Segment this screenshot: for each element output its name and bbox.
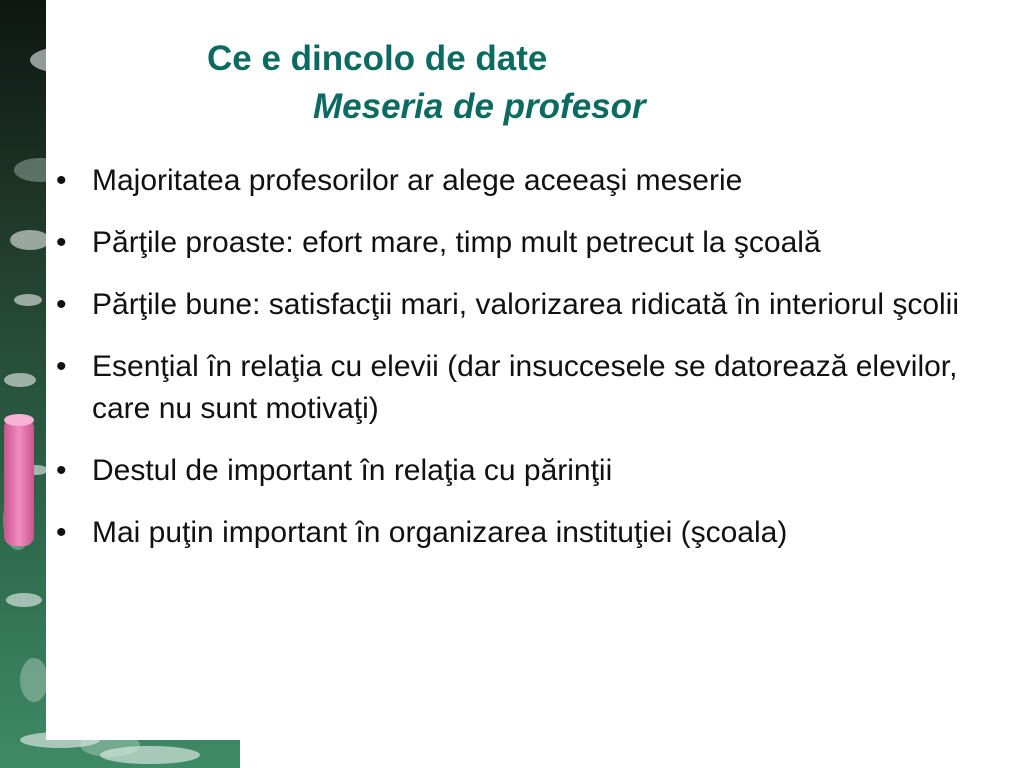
bullet-text: Părţile proaste: efort mare, timp mult petrecut la şcoală	[92, 226, 821, 259]
bullet-dot: •	[56, 288, 67, 321]
bullet-item	[52, 284, 1002, 326]
slide-title: Ce e dincolo de date	[207, 39, 548, 78]
pink-chalk-icon	[4, 414, 34, 546]
bullet-item	[52, 450, 1002, 492]
bullet-item	[52, 346, 1002, 430]
bullet-text: Destul de important în relaţia cu părinţii	[92, 454, 613, 487]
bullet-text: Esenţial în relaţia cu elevii (dar insuccesele se datorează elevilor, care nu sunt motivaţi)	[92, 350, 958, 425]
bullet-dot: •	[56, 516, 67, 549]
bullet-text: Părţile bune: satisfacţii mari, valorizarea ridicată în interiorul şcolii	[92, 288, 960, 321]
bullet-dot: •	[56, 350, 67, 383]
bullet-list	[52, 160, 1002, 574]
bullet-dot: •	[56, 226, 67, 259]
bullet-text: Majoritatea profesorilor ar alege aceeaşi meserie	[92, 164, 743, 197]
bullet-dot: •	[56, 164, 67, 197]
bullet-dot: •	[56, 454, 67, 487]
bullet-item	[52, 160, 1002, 202]
bullet-text: Mai puţin important în organizarea instituţiei (şcoala)	[92, 516, 788, 549]
bullet-item	[52, 222, 1002, 264]
slide-subtitle: Meseria de profesor	[313, 87, 646, 126]
bullet-item	[52, 512, 1002, 554]
